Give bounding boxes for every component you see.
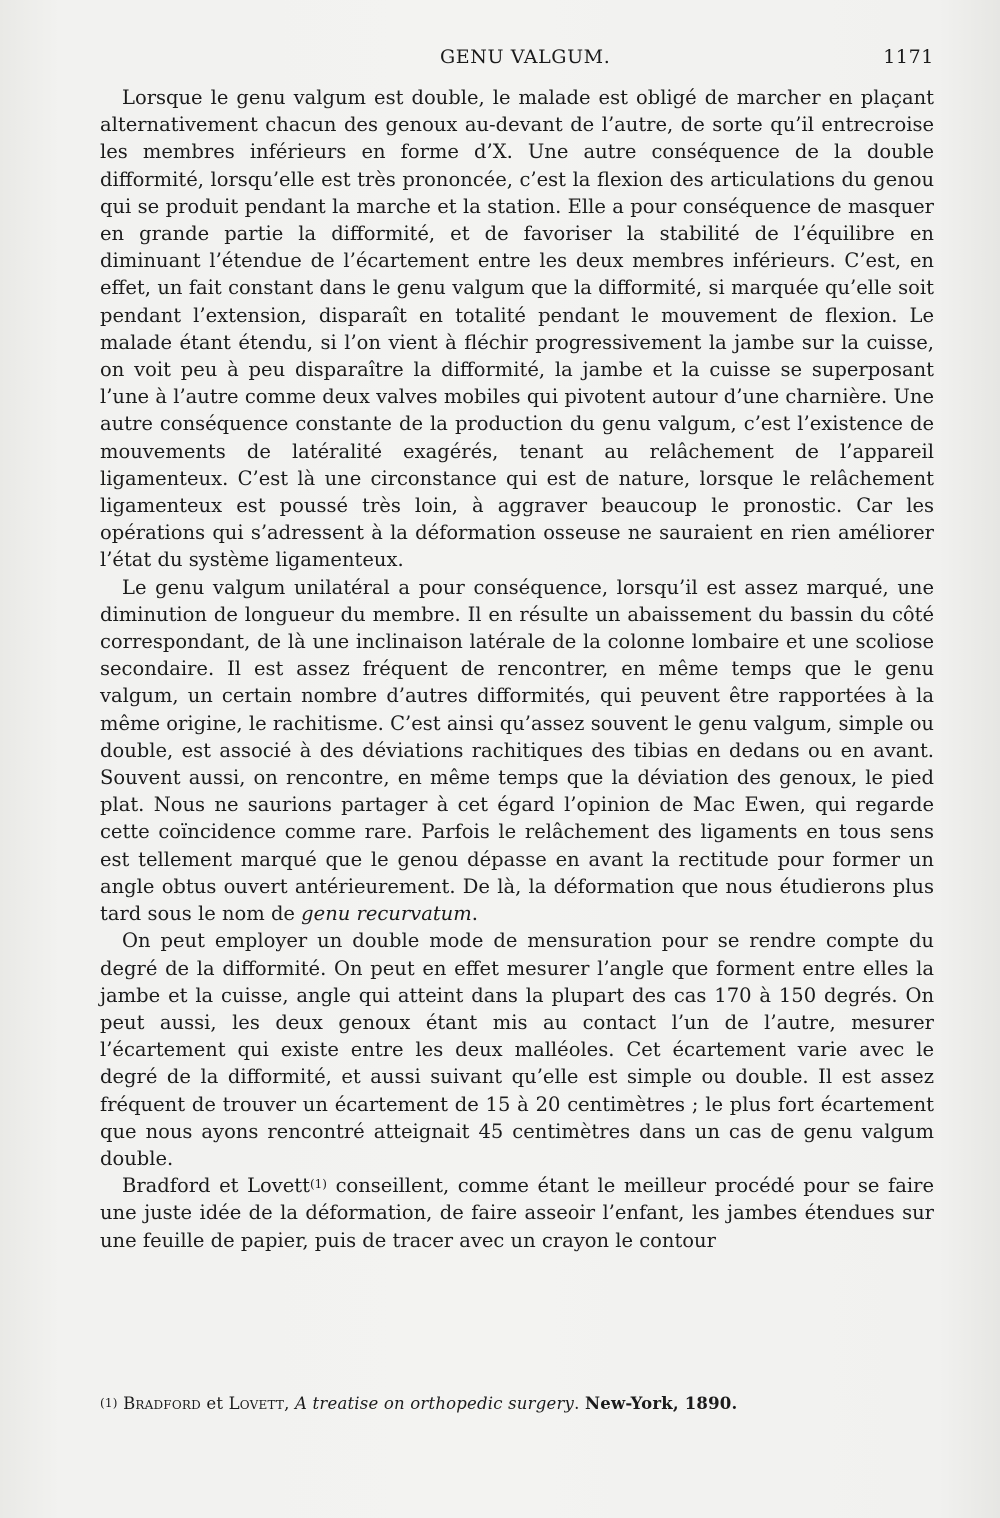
paragraph-2-end: .	[471, 902, 478, 926]
paragraph-4	[100, 1172, 934, 1254]
footnote-publisher: New-York, 1890.	[584, 1394, 738, 1413]
paragraph-3: On peut employer un double mode de mensuration pour se rendre compte du degré de la difformité. On peut en effet mesurer l’angle que forment entre elles la jambe et la cuisse, angle qui atteint dans la plupart des cas 170 à 150 degrés. On peut aussi, les deux genoux étant mis au contact l’un de l’autre, mesurer l’écartement qui existe entre les deux malléoles. Cet écartement varie avec le degré de la difformité, et aussi suivant qu’elle est simple ou double. Il est assez fréquent de trouver un écartement de 15 à 20 centimètres ; le plus fort écartement que nous ayons rencontré atteignait 45 centimètres dans un cas de genu valgum double.	[100, 929, 934, 1170]
paragraph-4-start: Bradford et Lovett	[122, 1174, 310, 1198]
paragraph-4-rest: conseillent, comme étant le meilleur procédé pour se faire une juste idée de la déformation, de faire asseoir l’enfant, les jambes étendues sur une feuille de papier, puis de tracer avec un crayon le contour	[100, 1174, 934, 1252]
page-number: 1171	[883, 46, 934, 68]
running-head: GENU VALGUM.	[440, 46, 611, 68]
paragraph-2	[100, 574, 934, 928]
footnote-author-2: Lovett	[228, 1394, 285, 1413]
footnote-title-end: .	[574, 1394, 580, 1413]
footnote-reference: (1)	[309, 1177, 327, 1192]
footnote-marker: (1)	[100, 1396, 118, 1410]
body-text	[100, 84, 934, 1254]
paragraph-2-text: Le genu valgum unilatéral a pour conséquence, lorsqu’il est assez marqué, une diminution de longueur du membre. Il en résulte un abaissement du bassin du côté correspondant, de là une inclinaison latérale de la colonne lombaire et une scoliose secondaire. Il est assez fréquent de rencontrer, en même temps que le genu valgum, un certain nombre d’autres difformités, qui peuvent être rapportées à la même origine, le rachitisme. C’est ainsi qu’assez souvent le genu valgum, simple ou double, est associé à des déviations rachitiques des tibias en dedans ou en avant. Souvent aussi, on rencontre, en même temps que la déviation des genoux, le pied plat. Nous ne saurions partager à cet égard l’opinion de Mac Ewen, qui regarde cette coïncidence comme rare. Parfois le relâchement des ligaments en tous sens est tellement marqué que le genou dépasse en avant la rectitude pour former un angle obtus ouvert antérieurement. De là, la déformation que nous étudierons plus tard sous le nom de	[100, 575, 934, 926]
genu-recurvatum-term: genu recurvatum	[301, 902, 472, 926]
paragraph-1: Lorsque le genu valgum est double, le malade est obligé de marcher en plaçant alternativement chacun des genoux au-devant de l’autre, de sorte qu’il entrecroise les membres inférieurs en forme d’X. Une autre conséquence de la double difformité, lorsqu’elle est très prononcée, c’est la flexion des articulations du genou qui se produit pendant la marche et la station. Elle a pour conséquence de masquer en grande partie la difformité, et de favoriser la stabilité de l’équilibre en diminuant l’étendue de l’écartement entre les deux membres inférieurs. C’est, en effet, un fait constant dans le genu valgum que la difformité, si marquée qu’elle soit pendant l’extension, disparaît en totalité pendant le mouvement de flexion. Le malade étant étendu, si l’on vient à fléchir progressivement la jambe sur la cuisse, on voit peu à peu disparaître la difformité, la jambe et la cuisse se superposant l’une à l’autre comme deux valves mobiles qui pivotent autour d’une charnière. Une autre conséquence constante de la production du genu valgum, c’est l’existence de mouvements de latéralité exagérés, tenant au relâchement de l’appareil ligamenteux. C’est là une circonstance qui est de nature, lorsque le relâchement ligamenteux est poussé très loin, à aggraver beaucoup le pronostic. Car les opérations qui s’adressent à la déformation osseuse ne sauraient en rien améliorer l’état du système ligamenteux.	[100, 86, 934, 572]
footnote-conjunction: et	[206, 1394, 224, 1413]
footnote	[100, 1393, 934, 1415]
footnote-author-1: Bradford	[123, 1394, 201, 1413]
footnote-title: A treatise on orthopedic surgery	[295, 1394, 575, 1413]
footnote-separator: ,	[284, 1394, 290, 1413]
page-header	[100, 46, 934, 76]
